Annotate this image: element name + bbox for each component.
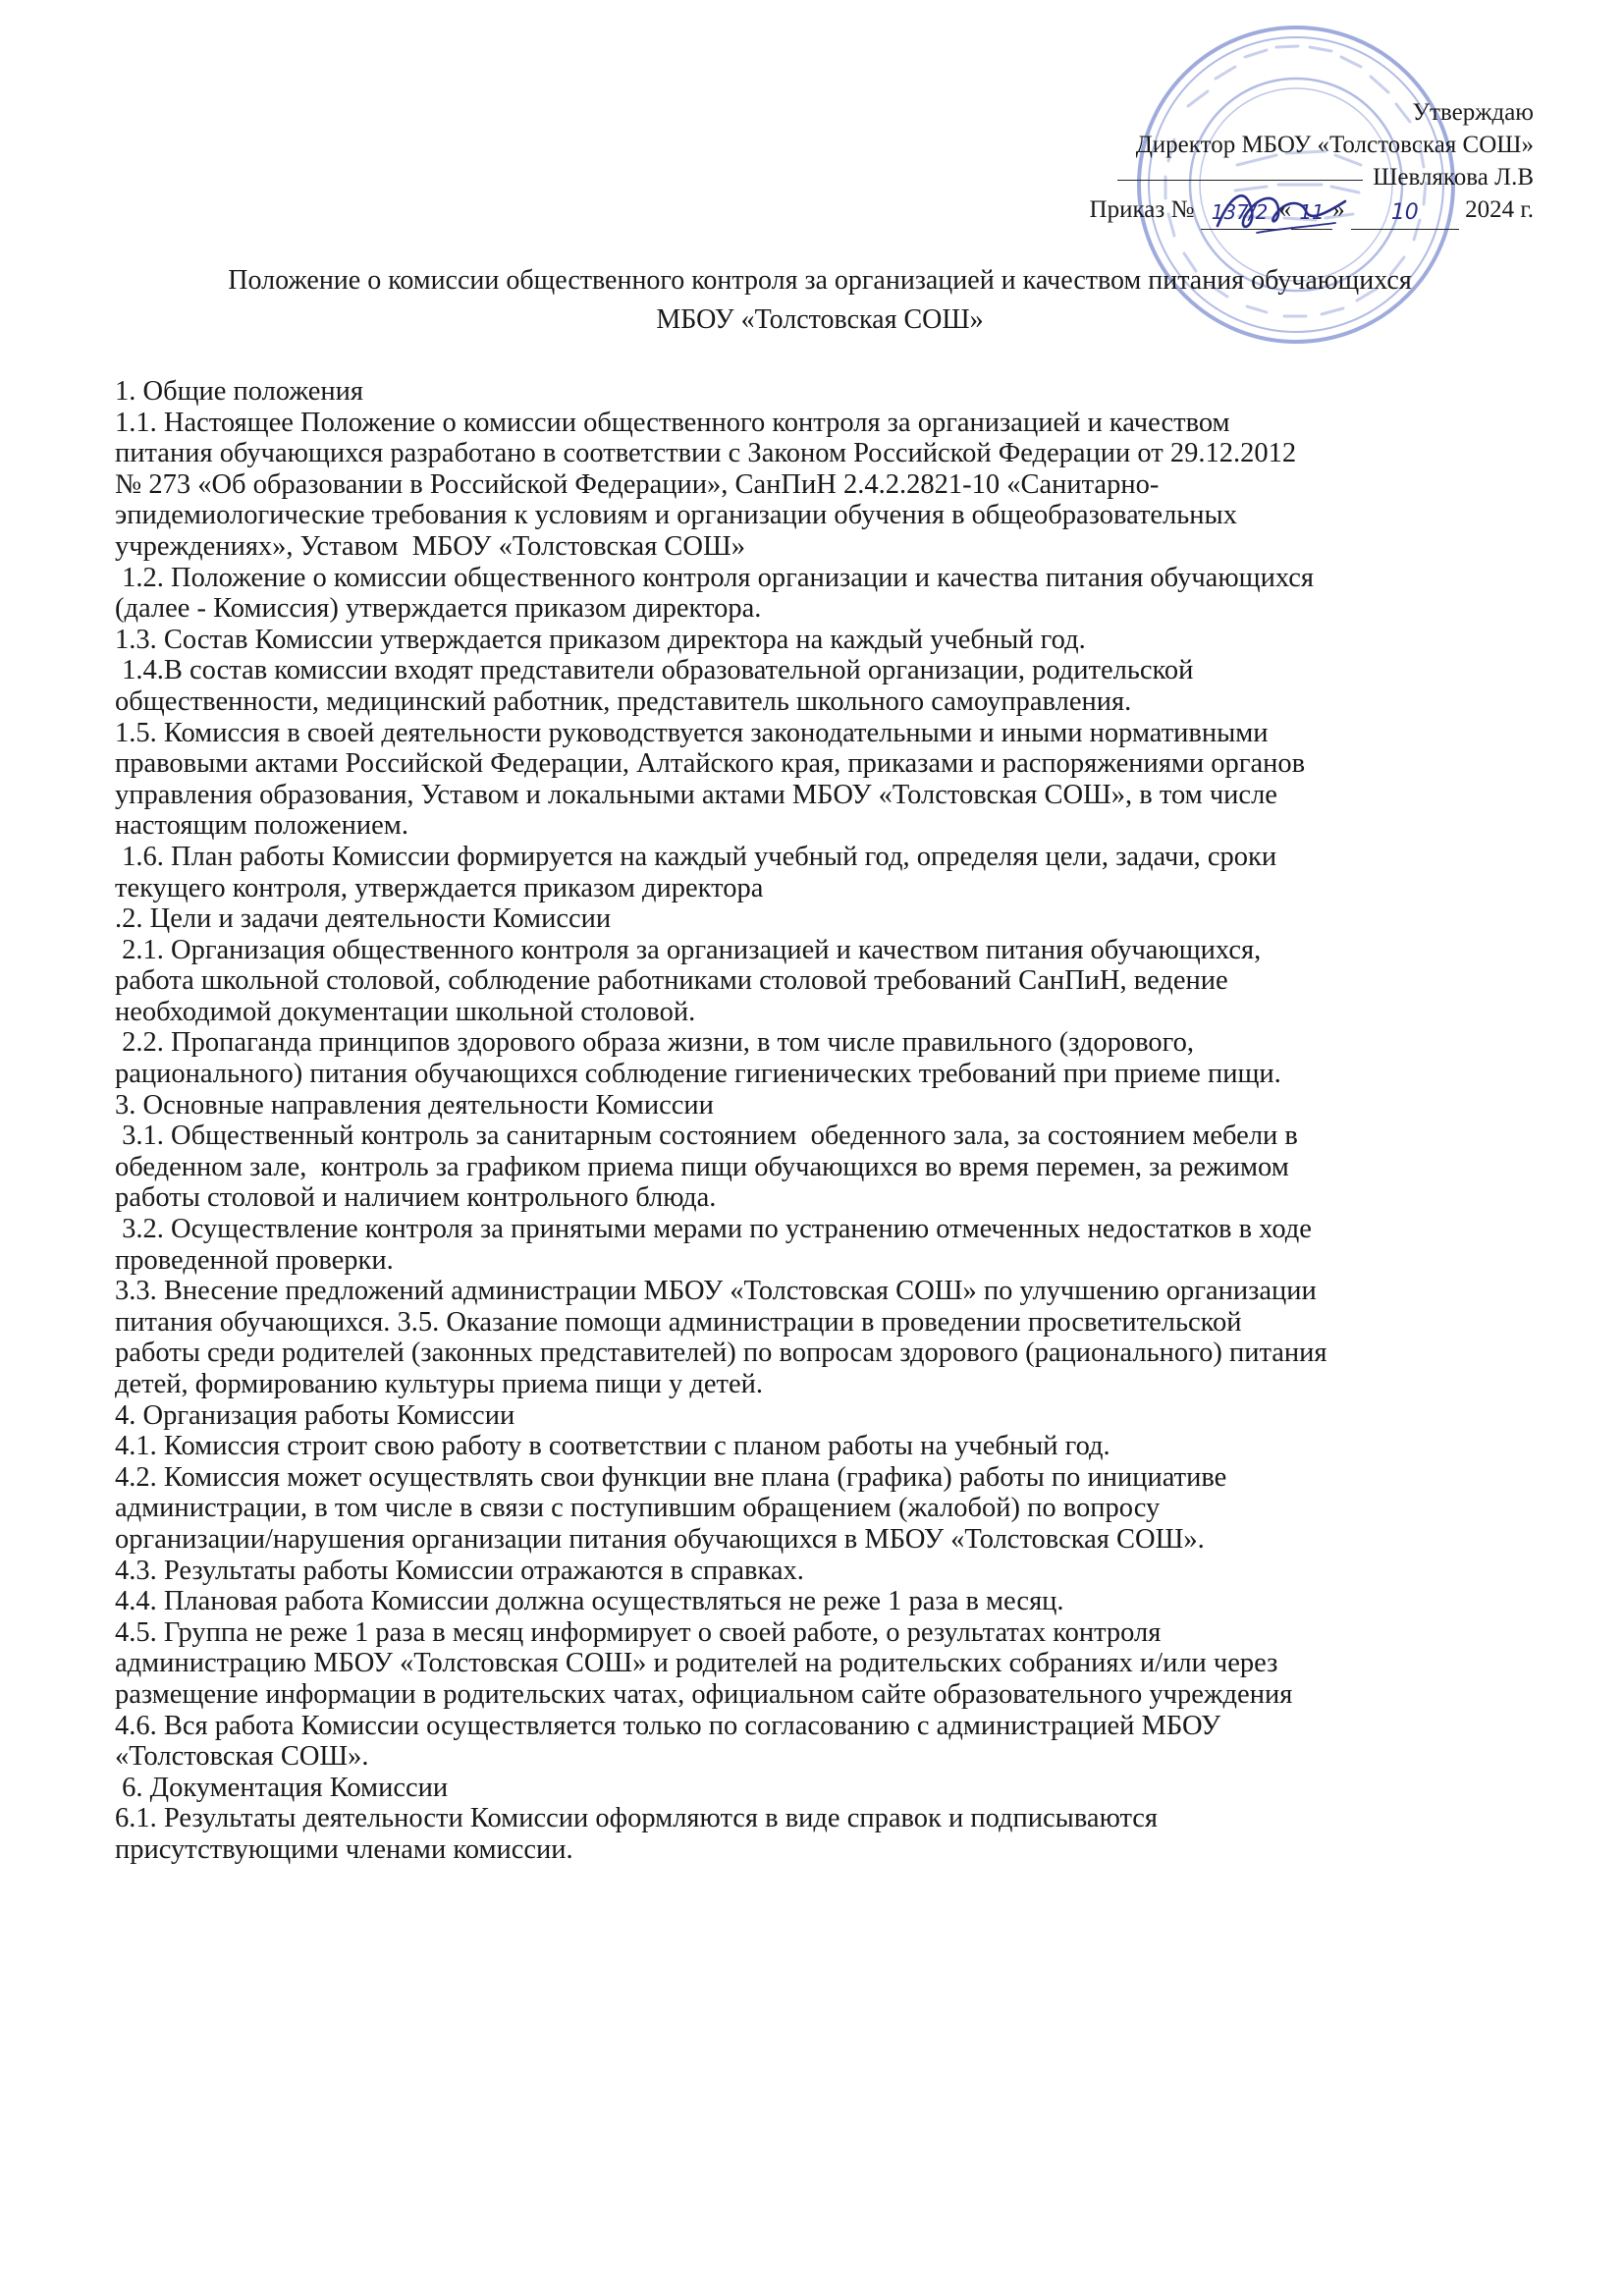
body-line: работы среди родителей (законных представителей) по вопросам здорового (рационального) питания (115, 1338, 1327, 1369)
body-line: № 273 «Об образовании в Российской Федерации», СанПиН 2.4.2.2821-10 «Санитарно- (115, 468, 1160, 500)
body-line: 4.2. Комиссия может осуществлять свои функции вне плана (графика) работы по инициативе (115, 1461, 1227, 1493)
title-line-1: Положение о комиссии общественного контроля за организацией и качеством питания обучающихся (228, 265, 1412, 296)
body-line: организации/нарушения организации питания обучающихся в МБОУ «Толстовская СОШ». (115, 1523, 1205, 1555)
body-line: общественности, медицинский работник, представитель школьного самоуправления. (115, 685, 1132, 717)
body-line: настоящим положением. (115, 810, 408, 842)
body-line: 3. Основные направления деятельности Комиссии (115, 1089, 714, 1121)
title-line-2: МБОУ «Толстовская СОШ» (656, 304, 984, 335)
body-line: 1.2. Положение о комиссии общественного контроля организации и качества питания обучающихся (115, 562, 1315, 593)
body-line: работа школьной столовой, соблюдение работниками столовой требований СанПиН, ведение (115, 965, 1228, 997)
document-body (115, 376, 1548, 1866)
document-title (88, 261, 1551, 340)
body-line: 1.1. Настоящее Положение о комиссии общественного контроля за организацией и качеством (115, 407, 1230, 438)
order-day-close: » (1332, 196, 1345, 223)
body-line: 1.3. Состав Комиссии утверждается приказом директора на каждый учебный год. (115, 624, 1086, 655)
body-line: 6.1. Результаты деятельности Комиссии оформляются в виде справок и подписываются (115, 1803, 1159, 1834)
order-number: 137/2 (1201, 196, 1279, 230)
body-line: «Толстовская СОШ». (115, 1741, 369, 1773)
body-line: проведенной проверки. (115, 1244, 394, 1276)
signature-icon (1208, 172, 1355, 250)
body-line: текущего контроля, утверждается приказом директора (115, 872, 764, 903)
body-line: 2.1. Организация общественного контроля за организацией и качеством питания обучающихся, (115, 934, 1262, 965)
body-line: 4.1. Комиссия строит свою работу в соответствии с планом работы на учебный год. (115, 1431, 1110, 1462)
approval-position: Директор МБОУ «Толстовская СОШ» (1135, 132, 1534, 158)
approval-signatory: Шевлякова Л.В (1373, 164, 1534, 191)
approval-heading: Утверждаю (1412, 99, 1534, 126)
body-line: 4.5. Группа не реже 1 раза в месяц информирует о своей работе, о результатах контроля (115, 1616, 1162, 1648)
order-prefix: Приказ № (1089, 196, 1195, 223)
body-line: питания обучающихся разработано в соответствии с Законом Российской Федерации от 29.12.2012 (115, 438, 1297, 469)
body-line: 1.5. Комиссия в своей деятельности руководствуется законодательными и иными нормативными (115, 717, 1269, 748)
body-line: работы столовой и наличием контрольного блюда. (115, 1182, 717, 1214)
body-line: 6. Документация Комиссии (115, 1772, 449, 1803)
body-line: администрации, в том числе в связи с поступившим обращением (жалобой) по вопросу (115, 1493, 1161, 1524)
body-line: (далее - Комиссия) утверждается приказом директора. (115, 593, 762, 625)
body-line: 3.1. Общественный контроль за санитарным состоянием обеденного зала, за состоянием мебели в (115, 1121, 1298, 1152)
body-line: питания обучающихся. 3.5. Оказание помощи администрации в проведении просветительской (115, 1306, 1242, 1338)
body-line: детей, формированию культуры приема пищи у детей. (115, 1369, 764, 1399)
body-line: 1. Общие положения (115, 376, 364, 407)
body-line: 1.4.В состав комиссии входят представители образовательной организации, родительской (115, 655, 1194, 686)
body-line: 4.6. Вся работа Комиссии осуществляется только по согласованию с администрацией МБОУ (115, 1710, 1221, 1741)
order-day: 11 (1291, 196, 1332, 230)
order-year: 2024 г. (1465, 196, 1534, 223)
body-line: 2.2. Пропаганда принципов здорового образа жизни, в том числе правильного (здорового, (115, 1027, 1194, 1059)
body-line: 3.2. Осуществление контроля за принятыми мерами по устранению отмеченных недостатков в ходе (115, 1214, 1312, 1245)
body-line: администрацию МБОУ «Толстовская СОШ» и родителей на родительских собраниях и/или через (115, 1648, 1278, 1679)
body-line: управления образования, Уставом и локальными актами МБОУ «Толстовская СОШ», в том числе (115, 779, 1277, 810)
order-day-open: « (1278, 196, 1292, 223)
body-line: 4.3. Результаты работы Комиссии отражаются в справках. (115, 1555, 804, 1586)
body-line: 3.3. Внесение предложений администрации МБОУ «Толстовская СОШ» по улучшению организации (115, 1276, 1317, 1307)
body-line: 4.4. Плановая работа Комиссии должна осуществляться не реже 1 раза в месяц. (115, 1586, 1064, 1617)
body-line: обеденном зале, контроль за графиком приема пищи обучающихся во время перемен, за режимом (115, 1151, 1289, 1182)
body-line: эпидемиологические требования к условиям и организации обучения в общеобразовательных (115, 500, 1237, 531)
body-line: 1.6. План работы Комиссии формируется на каждый учебный год, определяя цели, задачи, сроки (115, 841, 1277, 872)
body-line: учреждениях», Уставом МБОУ «Толстовская СОШ» (115, 530, 746, 562)
body-line: присутствующими членами комиссии. (115, 1833, 573, 1865)
body-line: правовыми актами Российской Федерации, Алтайского края, приказами и распоряжениями органов (115, 748, 1306, 780)
body-line: .2. Цели и задачи деятельности Комиссии (115, 903, 612, 935)
body-line: размещение информации в родительских чатах, официальном сайте образовательного учреждения (115, 1678, 1293, 1710)
body-line: 4. Организация работы Комиссии (115, 1399, 515, 1431)
body-line: рационального) питания обучающихся соблюдение гигиенических требований при приеме пищи. (115, 1059, 1281, 1090)
body-line: необходимой документации школьной столовой. (115, 996, 696, 1027)
order-month: 10 (1351, 196, 1459, 230)
